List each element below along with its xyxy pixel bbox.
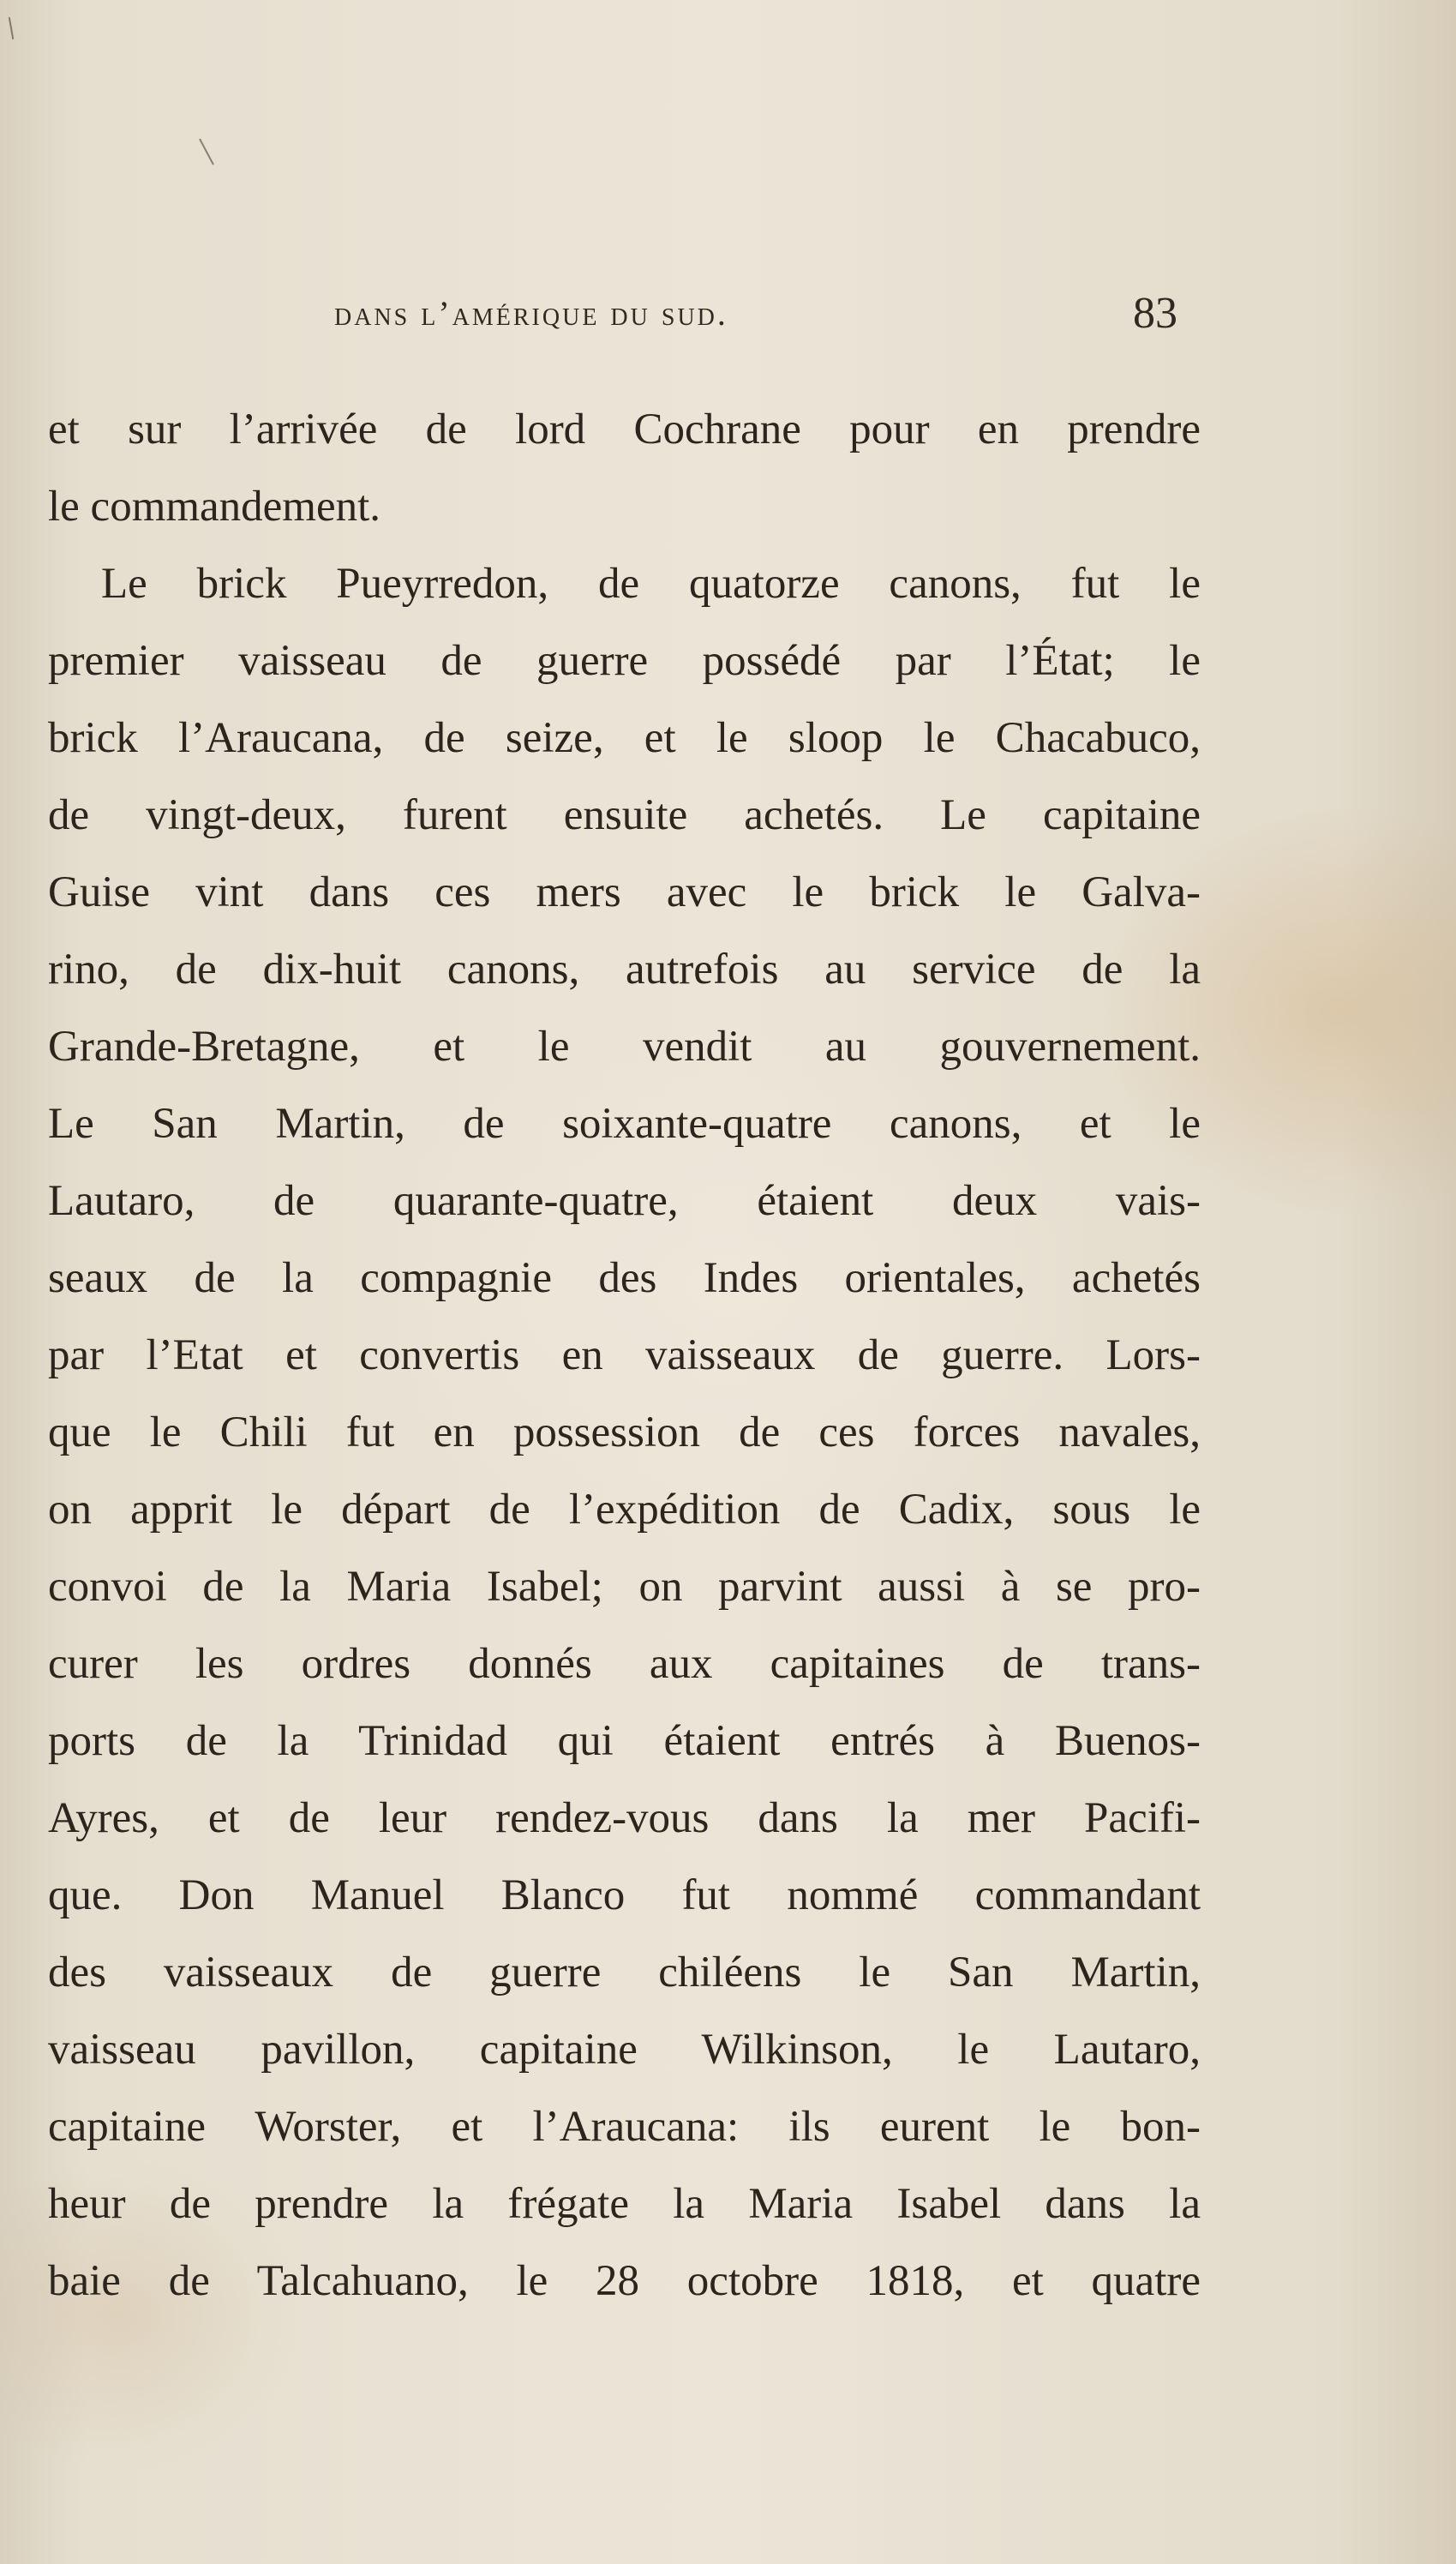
text-line: par l’Etat et convertis en vaisseaux de guerre. Lors- <box>48 1331 1201 1379</box>
text-line: de vingt-deux, furent ensuite achetés. Le capitaine <box>48 791 1201 839</box>
text-line: que le Chili fut en possession de ces forces navales, <box>48 1408 1201 1456</box>
text-line: premier vaisseau de guerre possédé par l’État; le <box>48 637 1201 685</box>
text-line: convoi de la Maria Isabel; on parvint aussi à se pro- <box>48 1563 1201 1611</box>
text-line: vaisseau pavillon, capitaine Wilkinson, le Lautaro, <box>48 2026 1201 2074</box>
text-line: que. Don Manuel Blanco fut nommé commandant <box>48 1871 1201 1919</box>
text-line: ports de la Trinidad qui étaient entrés à Buenos- <box>48 1717 1201 1765</box>
ink-speck <box>199 139 214 165</box>
text-line: brick l’Araucana, de seize, et le sloop le Chacabuco, <box>48 714 1201 762</box>
running-head: dans l’amérique du sud. <box>334 294 728 333</box>
text-line: Ayres, et de leur rendez-vous dans la mer Pacifi- <box>48 1794 1201 1842</box>
text-line: seaux de la compagnie des Indes orientales, achetés <box>48 1254 1201 1302</box>
body-text <box>48 391 1201 2320</box>
text-line: Grande-Bretagne, et le vendit au gouvernement. <box>48 1023 1201 1071</box>
text-line: des vaisseaux de guerre chiléens le San Martin, <box>48 1949 1201 1997</box>
text-line: Lautaro, de quarante-quatre, étaient deux vais- <box>48 1177 1201 1225</box>
text-line: baie de Talcahuano, le 28 octobre 1818, et quatre <box>48 2257 1201 2305</box>
ink-speck <box>9 17 14 39</box>
page-number: 83 <box>1133 289 1177 338</box>
text-line: rino, de dix-huit canons, autrefois au service de la <box>48 946 1201 994</box>
text-line: Le brick Pueyrredon, de quatorze canons, fut le <box>101 560 1201 608</box>
text-line: et sur l’arrivée de lord Cochrane pour en prendre <box>48 405 1201 453</box>
text-line: heur de prendre la frégate la Maria Isabel dans la <box>48 2180 1201 2228</box>
text-line: Guise vint dans ces mers avec le brick le Galva- <box>48 868 1201 916</box>
text-line: le commandement. <box>48 483 381 531</box>
text-line: on apprit le départ de l’expédition de Cadix, sous le <box>48 1486 1201 1534</box>
text-line: curer les ordres donnés aux capitaines de trans- <box>48 1640 1201 1688</box>
text-line: capitaine Worster, et l’Araucana: ils eurent le bon- <box>48 2103 1201 2151</box>
text-line: Le San Martin, de soixante-quatre canons, et le <box>48 1100 1201 1148</box>
